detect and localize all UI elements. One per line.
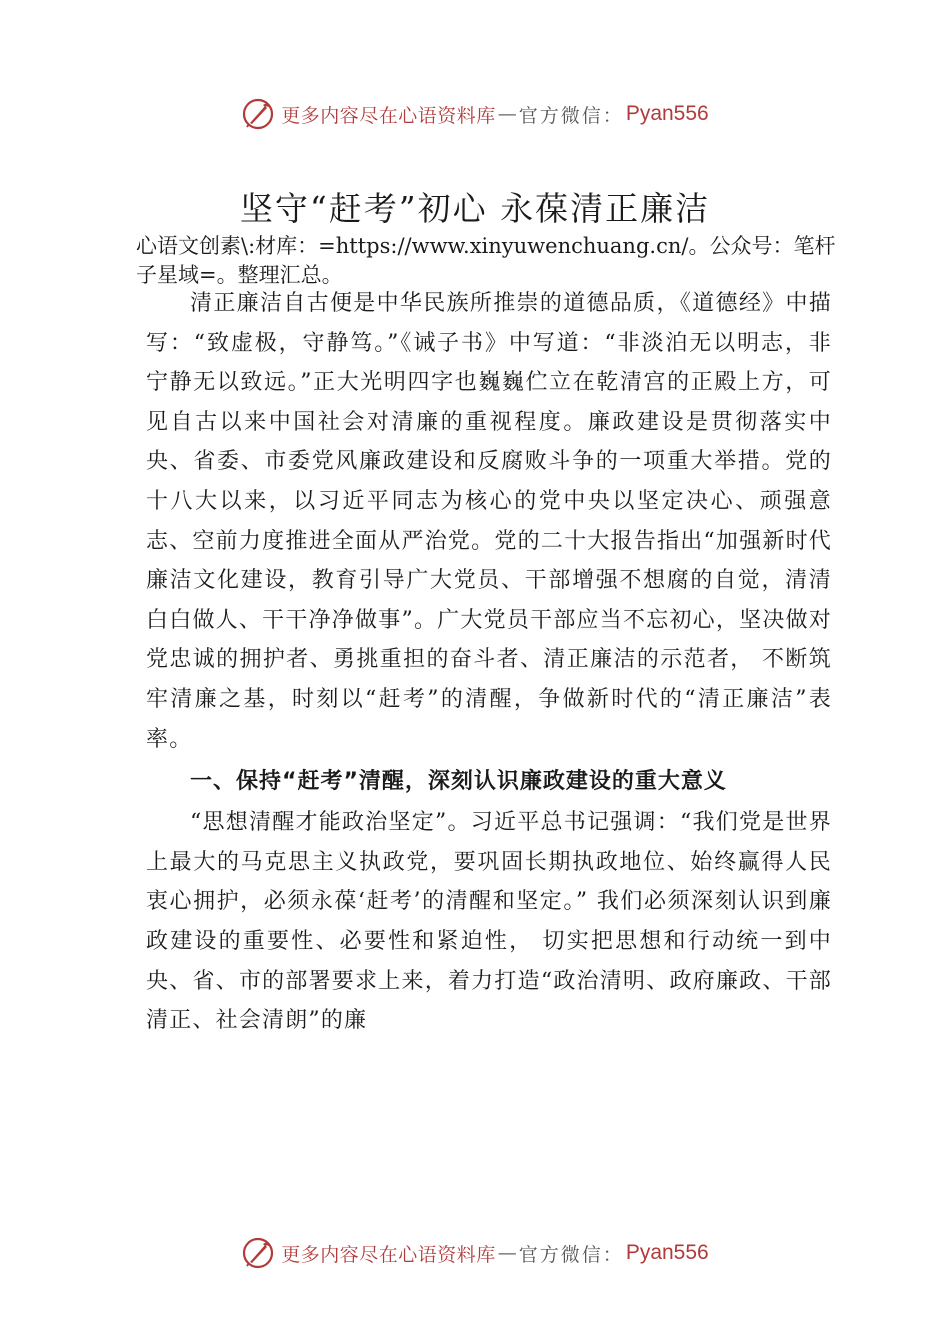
quill-logo-icon — [241, 1236, 275, 1270]
banner-wechat-label: 官方微信： — [518, 1243, 624, 1266]
document-title: 坚守“赶考”初心 永葆清正廉洁 — [239, 189, 711, 228]
banner-wechat-label: 官方微信： — [518, 104, 624, 127]
banner-separator: — — [497, 1242, 517, 1264]
paragraph-intro: 清正廉洁自古便是中华民族所推崇的道德品质，《道德经》中描写：“致虚极，守静笃。”《诫子书》中写道：“非淡泊无以明志，非宁静无以致远。”正大光明四字也巍巍伫立在乾清宫的正殿上方，可见自古以来中国社会对清廉的重视程度。廉政建设是贯彻落实中央、省委、市委党风廉政建设和反腐败斗争的一项重大举措。党的十八大以来，以习近平同志为核心的党中央以坚定决心、顽强意志、空前力度推进全面从严治党。党的二十大报告指出“加强新时代廉洁文化建设，教育引导广大党员、干部增强不想腐的自觉，清清白白做人、干干净净做事”。广大党员干部应当不忘初心，坚决做对党忠诚的拥护者、勇挑重担的奋斗者、清正廉洁的示范者， 不断筑牢清廉之基，时刻以“赶考”的清醒，争做新时代的“清正廉洁”表率。 — [146, 291, 832, 752]
source-line: 心语文创素\:材库：=https://www.xinyuwenchuang.cn/。公众号：笔杆子星域=。整理汇总。 — [136, 234, 836, 287]
document-body — [146, 284, 832, 1041]
quill-logo-icon — [241, 97, 275, 131]
banner-main-text: 更多内容尽在心语资料库 — [281, 104, 496, 127]
header-banner — [0, 94, 950, 134]
footer-banner — [0, 1233, 950, 1273]
banner-wechat-id: Pyan556 — [625, 1241, 709, 1264]
paragraph-section-1: “思想清醒才能政治坚定”。习近平总书记强调：“我们党是世界上最大的马克思主义执政党，要巩固长期执政地位、始终赢得人民衷心拥护，必须永葆‘赶考’的清醒和坚定。” 我们必须深刻认识到廉政建设的重要性、必要性和紧迫性， 切实把思想和行动统一到中央、省、市的部署要求上来，着力打造“政治清明、政府廉政、干部清正、社会清朗”的廉 — [146, 810, 832, 1034]
banner-separator: — — [497, 103, 517, 125]
banner-wechat-id: Pyan556 — [625, 102, 709, 125]
banner-main-text: 更多内容尽在心语资料库 — [281, 1243, 496, 1266]
section-heading-1: 一、保持“赶考”清醒，深刻认识廉政建设的重大意义 — [190, 769, 727, 795]
